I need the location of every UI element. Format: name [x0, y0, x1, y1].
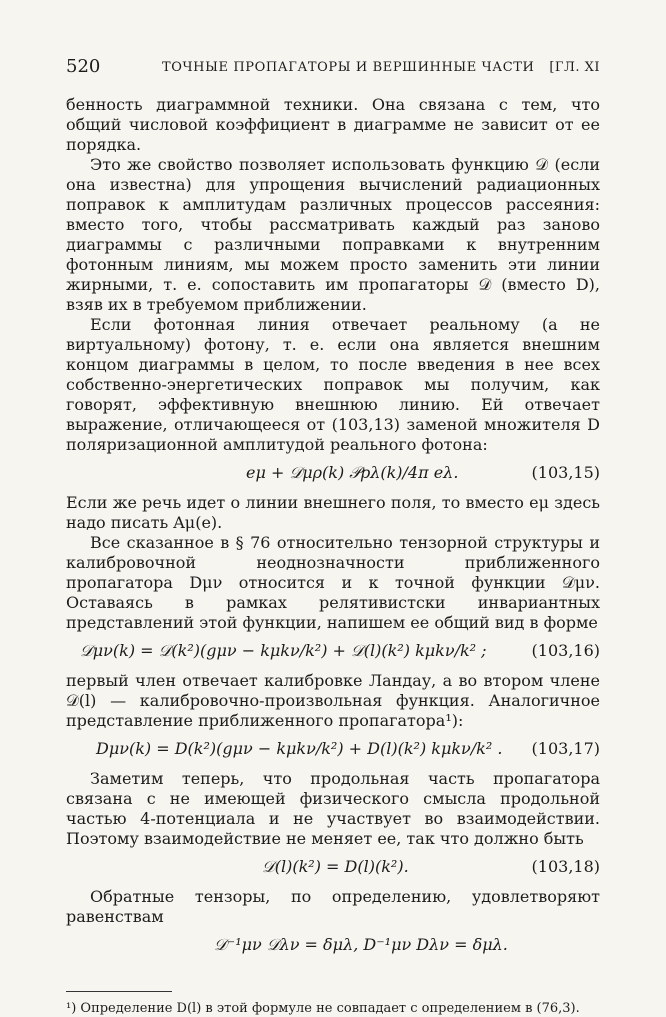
equation: [66, 455, 600, 493]
equation: [66, 927, 600, 965]
paragraph: Все сказанное в § 76 относительно тензорной структуры и калибровочной неоднозначности приближенного пропагатора Dμν относится и к точной функции 𝒟μν. Оставаясь в рамках релятивистски инвариантных представлений этой функции, напишем ее общий вид в форме: [66, 533, 600, 632]
page-header: [66, 52, 600, 78]
footnote-separator: [66, 991, 172, 992]
chapter-marker: [ГЛ. XI: [549, 60, 600, 75]
equation-formula: Dμν(k) = D(k²)(gμν − kμkν/k²) + D(l)(k²) kμkν/k² .: [96, 739, 503, 758]
equation: [66, 849, 600, 887]
footnote: ¹) Определение D(l) в этой формуле не совпадает с определением в (76,3).: [66, 1001, 580, 1016]
equation-number: (103,16): [531, 641, 600, 660]
equation: [66, 633, 600, 671]
equation-formula: 𝒟(l)(k²) = D(l)(k²).: [262, 857, 409, 876]
running-title: ТОЧНЫЕ ПРОПАГАТОРЫ И ВЕРШИННЫЕ ЧАСТИ: [162, 60, 535, 75]
paragraph: Если фотонная линия отвечает реальному (а не виртуальному) фотону, т. е. если она является внешним концом диаграммы в целом, то после введения в нее всех собственно-энергетических поправок мы получим, как говорят, эффективную внешнюю линию. Ей отвечает выражение, отличающееся от (103,13) заменой множителя D поляризационной амплитудой реального фотона:: [66, 315, 600, 454]
page-body: [66, 95, 600, 1017]
equation-number: (103,17): [531, 739, 600, 758]
paragraph: Обратные тензоры, по определению, удовлетворяют равенствам: [66, 887, 600, 926]
equation-number: (103,18): [531, 857, 600, 876]
paragraph: Это же свойство позволяет использовать функцию 𝒟 (если она известна) для упрощения вычислений радиационных поправок к амплитудам различных процессов рассеяния: вместо того, чтобы рассматривать каждый раз заново диаграммы с различными поправками к внутренним фотонным линиям, мы можем просто заменить эти линии жирными, т. е. сопоставить им пропагаторы 𝒟 (вместо D), взяв их в требуемом приближении.: [66, 155, 600, 314]
paragraph: первый член отвечает калибровке Ландау, а во втором члене 𝒟(l) — калибровочно-произвольная функция. Аналогичное представление приближенного пропагатора¹):: [66, 671, 600, 730]
equation: [66, 731, 600, 769]
paragraph: Заметим теперь, что продольная часть пропагатора связана с не имеющей физического смысла продольной частью 4-потенциала и не участвует во взаимодействии. Поэтому взаимодействие не меняет ее, так что должно быть: [66, 769, 600, 848]
page-number: 520: [66, 56, 101, 77]
book-page: [66, 52, 600, 1017]
equation-formula: 𝒟⁻¹μν 𝒟λν = δμλ, D⁻¹μν Dλν = δμλ.: [214, 935, 508, 954]
paragraph: Если же речь идет о линии внешнего поля, то вместо eμ здесь надо писать Aμ(e).: [66, 493, 600, 532]
equation-formula: 𝒟μν(k) = 𝒟(k²)(gμν − kμkν/k²) + 𝒟(l)(k²) kμkν/k² ;: [80, 641, 487, 660]
equation-formula: eμ + 𝒟μρ(k) 𝒫ρλ(k)/4π eλ.: [246, 463, 459, 482]
paragraph: бенность диаграммной техники. Она связана с тем, что общий числовой коэффициент в диаграмме не зависит от ее порядка.: [66, 95, 600, 154]
equation-number: (103,15): [531, 463, 600, 482]
